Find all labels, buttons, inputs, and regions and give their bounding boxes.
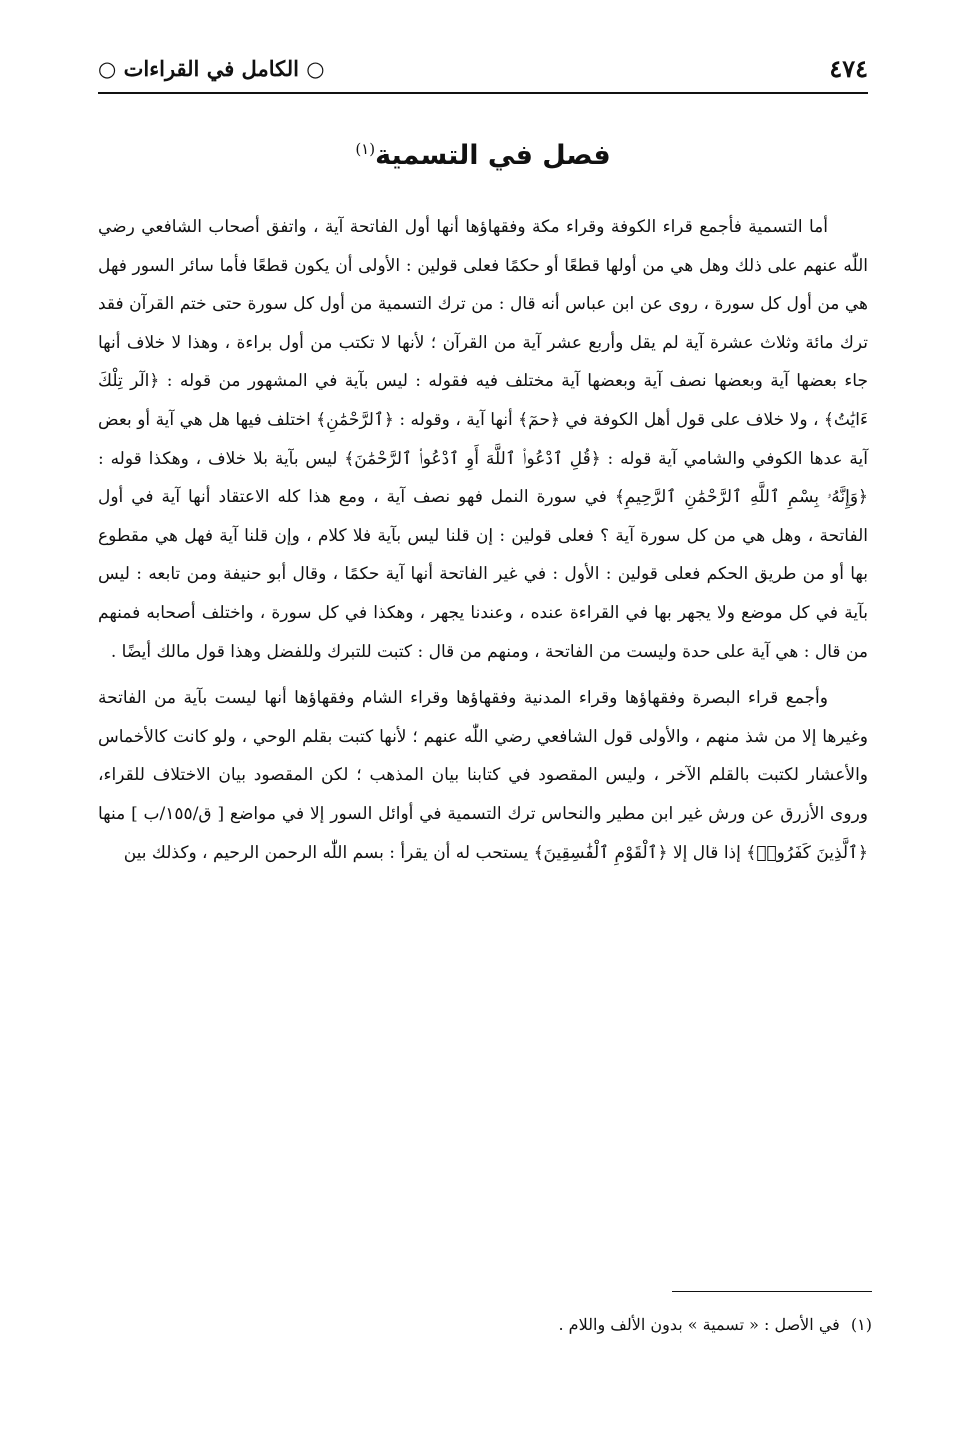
running-title: ○ الكامل في القراءات ○ — [98, 56, 325, 81]
section-title-text: فصل في التسمية — [375, 140, 611, 171]
section-title — [98, 140, 868, 171]
header-rule — [98, 92, 868, 94]
section-footnote-ref: (١) — [355, 140, 376, 158]
paragraph-2: وأجمع قراء البصرة وفقهاؤها وقراء المدنية وفقهاؤها وقراء الشام وفقهاؤها أنها ليست بآية من الفاتحة وغيرها إلا من شذ منهم ، والأولى قول الشافعي رضي اللّٰه عنهم ؛ لأنها كتبت بقلم الوحي ، ولو كانت كالأخماس والأعشار لكتبت بالقلم الآخر ، وليس المقصود في كتابنا بيان المذهب ؛ لكن المقصود بيان الاختلاف للقراء، وروى الأزرق عن ورش غير ابن مطير والنحاس ترك التسمية في أوائل السور إلا في مواضع [ ق/١٥٥/ب ] منها ﴿ٱلَّذِينَ كَفَرُوا۟﴾ إذا قال إلا ﴿ٱلْقَوْمِ ٱلْفَٰسِقِينَ﴾ يستحب له أن يقرأ : بسم اللّٰه الرحمن الرحيم ، وكذلك بين — [98, 688, 868, 863]
footnote-marker: (١) — [850, 1315, 872, 1334]
paragraph-1: أما التسمية فأجمع قراء الكوفة وقراء مكة وفقهاؤها أنها أول الفاتحة آية ، واتفق أصحاب الشافعي رضي اللّٰه عنهم على ذلك وهل هي من أولها قطعًا أو حكمًا فعلى قولين : الأولى أن يكون قطعًا فأما سائر السور فهل هي من أول كل سورة ، روى عن ابن عباس أنه قال : من ترك التسمية من أول كل سورة حتى ختم القرآن فقد ترك مائة وثلاث عشرة آية لم يقل وأربع عشر آية من القرآن ؛ لأنها لا تكتب من أول براءة ، وهذا لا خلاف أنها جاء بعضها آية وبعضها نصف آية وبعضها آية مختلف فيه فقوله : ليس بآية في المشهور من قوله : ﴿الٓر تِلْكَ ءَايَٰتُ﴾ ، ولا خلاف على قول أهل الكوفة في ﴿حمٓ﴾ أنها آية ، وقوله : ﴿ٱلرَّحْمَٰنِ﴾ اختلف فيها هل هي آية أو بعض آية عدها الكوفي والشامي آية قوله : ﴿قُلِ ٱدْعُوا۟ ٱللَّهَ أَوِ ٱدْعُوا۟ ٱلرَّحْمَٰنَ﴾ ليس بآية بلا خلاف ، وهكذا قوله : ﴿وَإِنَّهُۥ بِسْمِ ٱللَّهِ ٱلرَّحْمَٰنِ ٱلرَّحِيمِ﴾ في سورة النمل فهو نصف آية ، ومع هذا كله الاعتقاد أنها آية في أول الفاتحة ، وهل هي من كل سورة آية ؟ فعلى قولين : إن قلنا ليس بآية فلا كلام ، وإن قلنا آية فهل هي مقطوع بها أو من طريق الحكم فعلى قولين : الأول : في غير الفاتحة أنها آية حكمًا ، وقال أبو حنيفة ومن تابعه : ليس بآية في كل موضع ولا يجهر بها في القراءة عنده ، وعندنا يجهر ، وهكذا في كل سورة ، واختلف أصحابه فمنهم من قال : هي آية على حدة وليست من الفاتحة ، ومنهم من قال : كتبت للتبرك وللفضل وهذا قول مالك أيضًا . — [98, 217, 868, 662]
body-text — [98, 208, 868, 872]
footnote-1 — [98, 1312, 872, 1338]
page-number: ٤٧٤ — [829, 54, 868, 83]
footnote-rule — [672, 1291, 872, 1292]
footnote-text: في الأصل : « تسمية » بدون الألف واللام . — [558, 1315, 840, 1334]
page-header — [98, 52, 868, 88]
